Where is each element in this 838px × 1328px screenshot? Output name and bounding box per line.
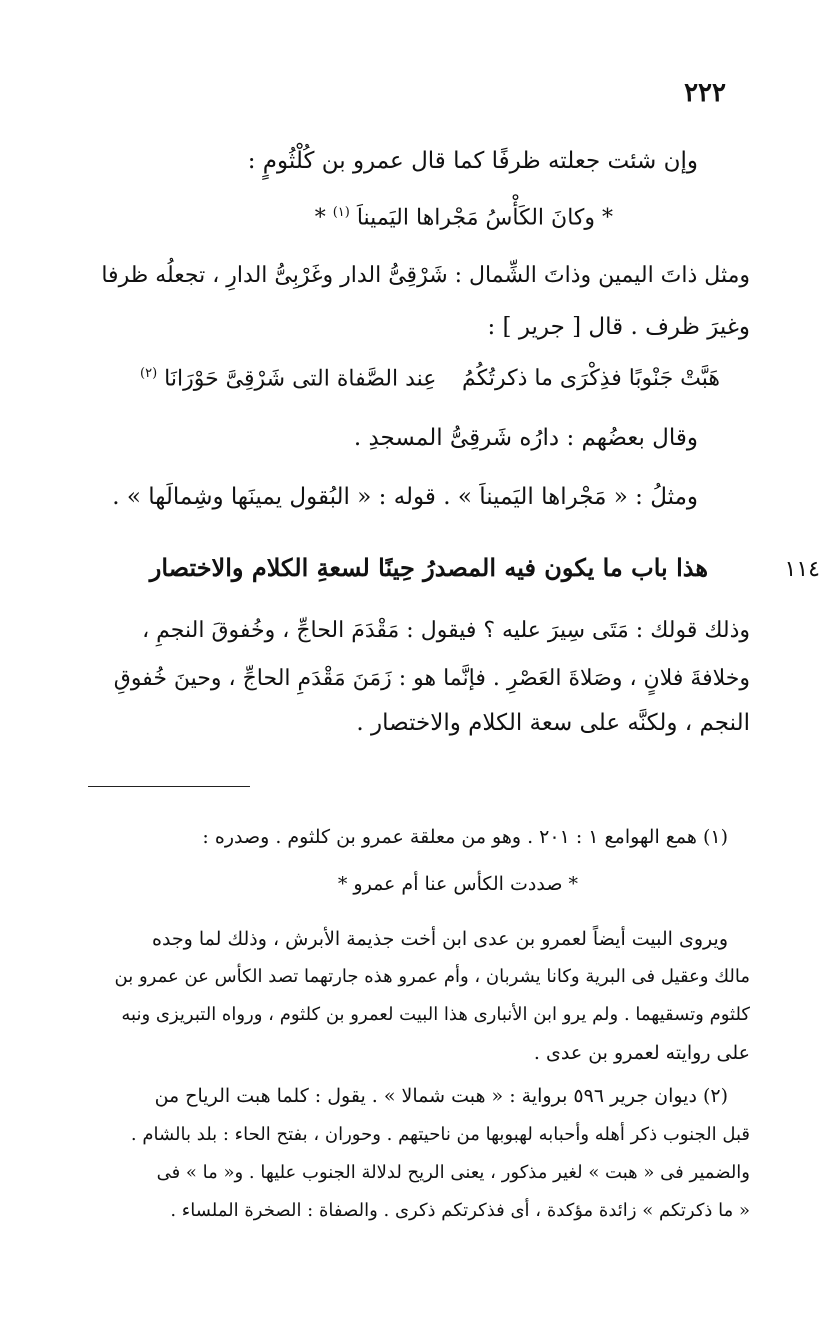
body-line-3: ومثل ذاتَ اليمين وذاتَ الشِّمال : شَرْقِىُّ الدار وغَرْبِىُّ الدارِ ، تجعلُه ظرفا xyxy=(101,263,750,288)
footnote-1-verse: * صددت الكأس عنا أم عمرو * xyxy=(337,873,578,895)
body-line-8: وذلك قولك : مَتَى سِيرَ عليه ؟ فيقول : مَقْدَمَ الحاجِّ ، وخُفوقَ النجمِ ، xyxy=(142,618,750,643)
margin-section-number: ١١٤ xyxy=(784,557,820,582)
footnote-ref-1: (١) xyxy=(332,205,350,220)
body-line-1: وإن شئت جعلته ظرفًا كما قال عمرو بن كُلْثُومٍ : xyxy=(247,148,698,174)
body-line-6: وقال بعضُهم : دارُه شَرقِىُّ المسجدِ . xyxy=(353,425,698,451)
body-line-10: النجم ، ولكنَّه على سعة الكلام والاختصار . xyxy=(356,710,750,736)
verse-right-hemistich: هَبَّتْ جَنْوبًا فذِكْرَى ما ذكرتُكُمُ xyxy=(462,366,720,391)
footnote-ref-2: (٢) xyxy=(140,366,158,381)
footnote-1-line-4: مالك وعقيل فى البرية وكانا يشربان ، وأم عمرو هذه جارتهما تصد الكأس عن عمرو بن xyxy=(114,966,750,987)
footnote-1-line-1: (١) همع الهوامع ١ : ٢٠١ . وهو من معلقة عمرو بن كلثوم . وصدره : xyxy=(202,826,728,848)
verse-quote-text: * وكانَ الكَأْسُ مَجْراها اليَميناَ xyxy=(356,205,613,231)
body-line-4: وغيرَ ظرف . قال [ جرير ] : xyxy=(487,314,750,340)
footnote-2-line-4: « ما ذكرتكم » زائدة مؤكدة ، أى فذكرتكم ذكرى . والصفاة : الصخرة الملساء . xyxy=(170,1200,750,1221)
footnote-2-line-1: (٢) ديوان جرير ٥٩٦ برواية : « هبت شمالا » . يقول : كلما هبت الرياح من xyxy=(154,1085,728,1107)
footnote-separator-rule xyxy=(88,786,250,787)
body-line-9: وخلافةَ فلانٍ ، وصَلاةَ العَصْرِ . فإنَّما هو : زَمَنَ مَقْدَمِ الحاجِّ ، وحينَ خُفوقِ xyxy=(113,666,750,691)
footnote-1-line-3: ويروى البيت أيضاً لعمرو بن عدى ابن أخت جذيمة الأبرش ، وذلك لما وجده xyxy=(151,928,728,950)
verse-left-text: عِند الصَّفاة التى شَرْقِىَّ حَوْرَانَا xyxy=(164,366,437,392)
footnote-1-line-6: على روايته لعمرو بن عدى . xyxy=(533,1042,750,1064)
verse-left-hemistich xyxy=(140,366,436,391)
body-line-7: ومثلُ : « مَجْراها اليَميناَ » . قوله : « البُقول يمينَها وشِمالَها » . xyxy=(112,484,698,510)
footnote-1-line-5: كلثوم وتسقيهما . ولم يرو ابن الأنبارى هذا البيت لعمرو بن كلثوم ، ورواه التبريزى ونبه xyxy=(121,1004,750,1025)
verse-quote-line xyxy=(315,205,613,230)
verse-quote-end: * xyxy=(314,205,326,231)
page-number: ٢٢٢ xyxy=(684,78,726,108)
footnote-2-line-3: والضمير فى « هبت » لغير مذكور ، يعنى الريح لدلالة الجنوب عليها . و« ما » فى xyxy=(156,1162,750,1183)
footnote-2-line-2: قبل الجنوب ذكر أهله وأحبابه لهبوبها من ناحيتهم . وحوران ، بفتح الحاء : بلد بالشام . xyxy=(130,1124,750,1145)
section-heading: هذا باب ما يكون فيه المصدرُ حِينًا لسعةِ الكلام والاختصار xyxy=(149,553,708,582)
